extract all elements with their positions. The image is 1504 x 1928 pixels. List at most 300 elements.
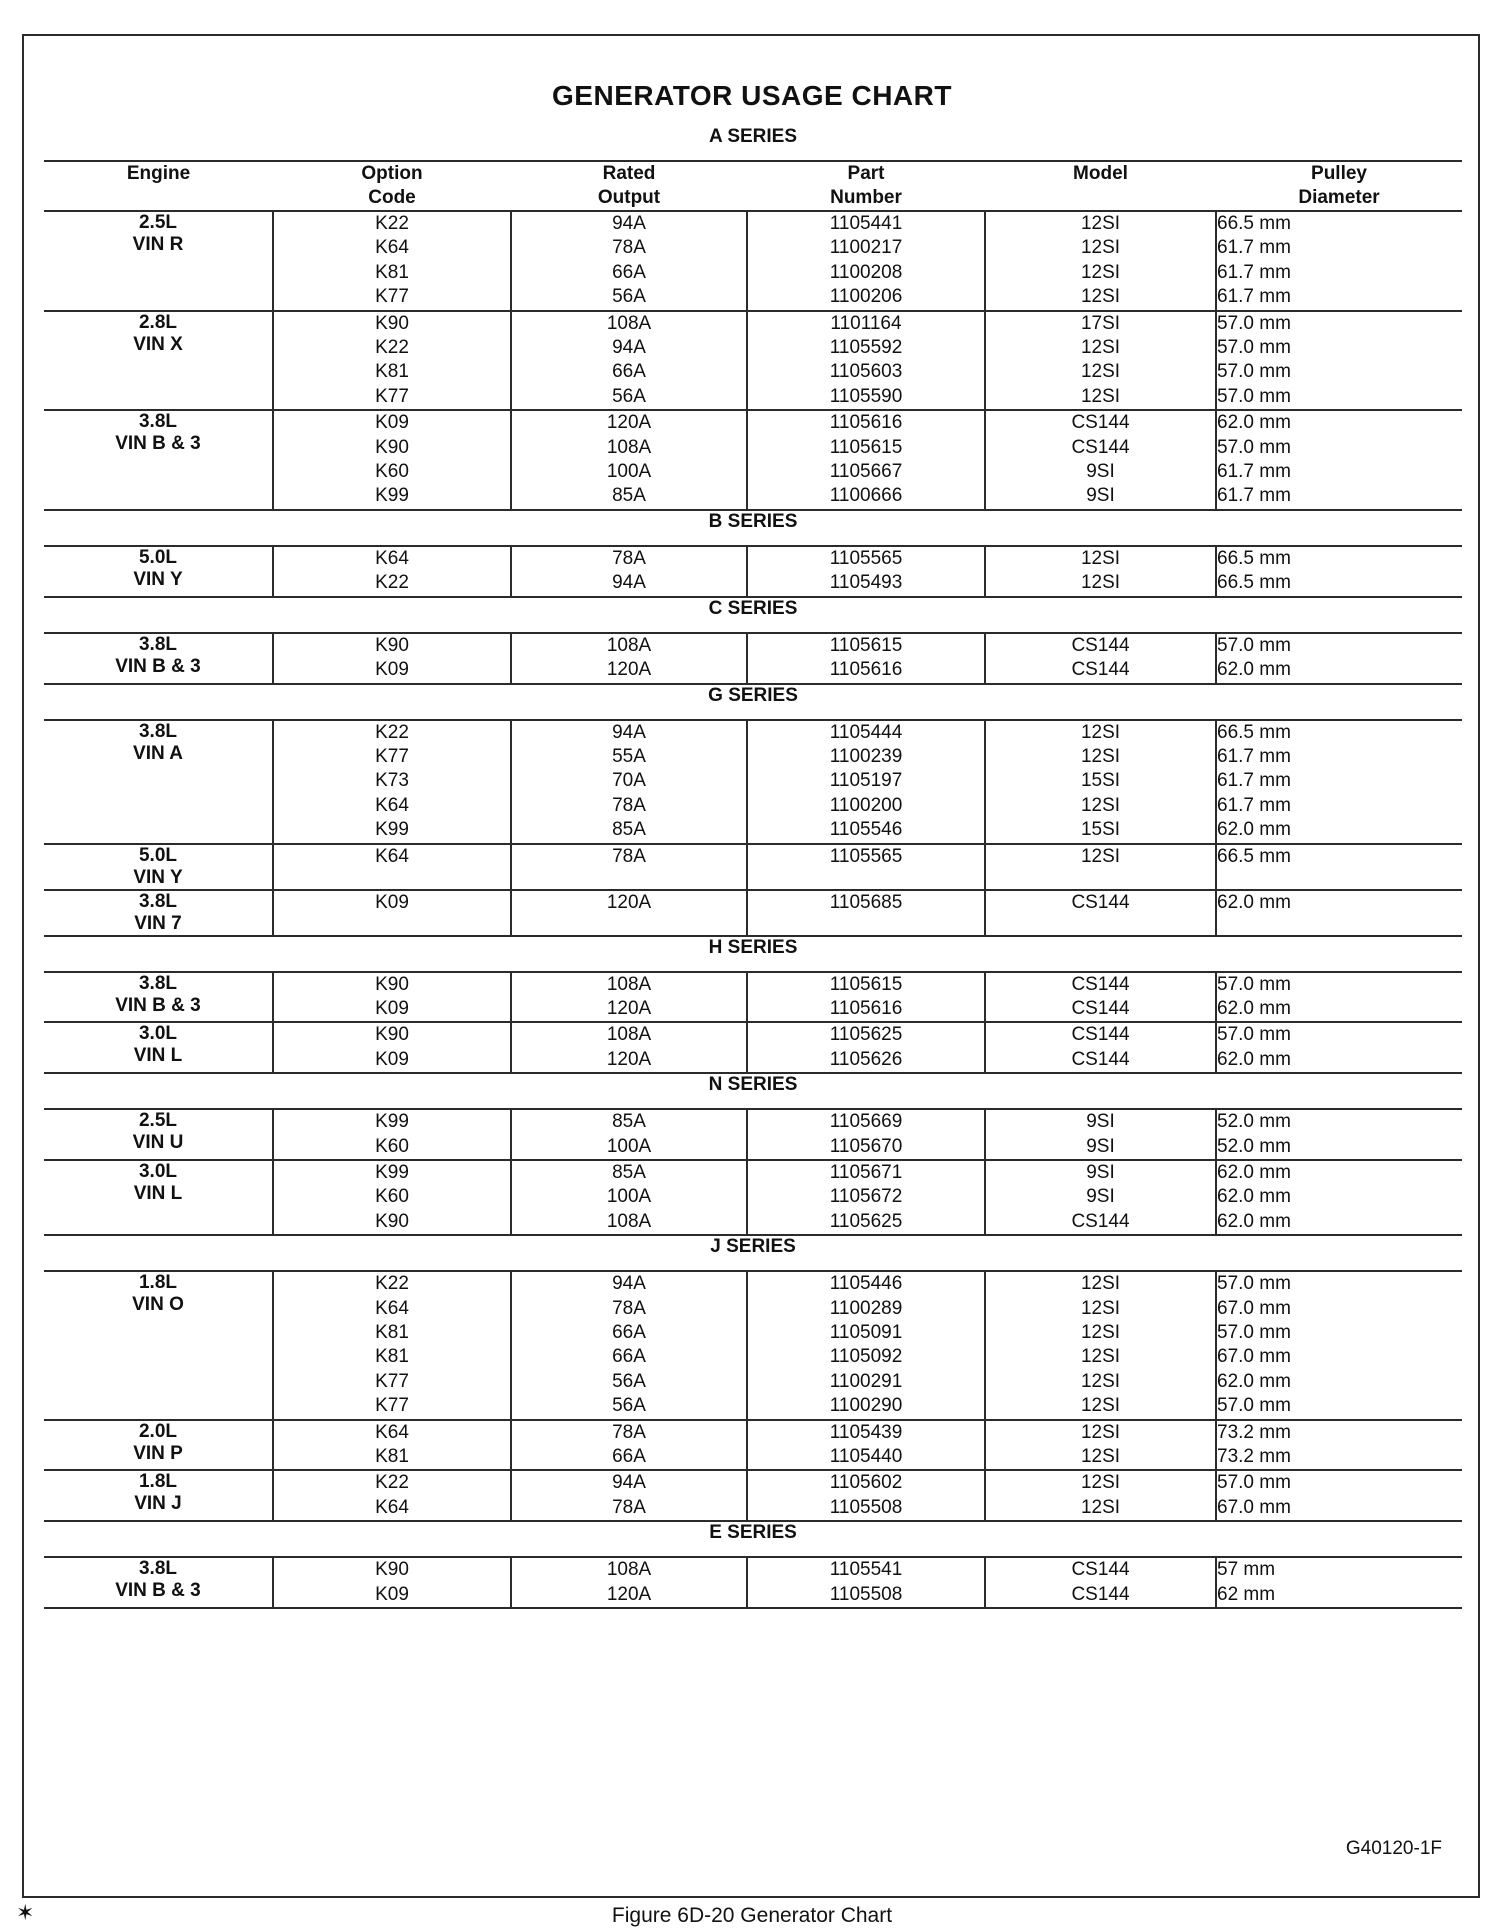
engine-label: VIN R <box>132 234 184 255</box>
option-code-value: K64 <box>375 1496 409 1518</box>
pulley-diameter-value: 62.0 mm <box>1217 1210 1291 1232</box>
series-heading: G SERIES <box>44 684 1462 720</box>
engine-label: VIN O <box>132 1294 184 1316</box>
model-value: 12SI <box>1080 1421 1121 1443</box>
model-cell <box>985 410 1216 510</box>
model-value: CS144 <box>1071 412 1130 434</box>
part-number-value: 1100666 <box>829 485 903 507</box>
series-heading-row <box>44 684 1462 720</box>
engine-group-row <box>44 410 1462 510</box>
rated-output-value: 120A <box>606 412 652 434</box>
model-value: 12SI <box>1080 794 1121 816</box>
rated-output-value: 66A <box>612 261 646 283</box>
part-number-value: 1105441 <box>829 213 903 234</box>
part-number-value: 1105444 <box>829 721 903 743</box>
model-value: 15SI <box>1080 770 1121 792</box>
pulley-diameter-cell <box>1216 1271 1462 1419</box>
option-code-value: K60 <box>375 1135 409 1157</box>
model-cell <box>985 311 1216 411</box>
part-number-value: 1105669 <box>829 1111 903 1133</box>
engine-label: 3.8L <box>138 890 178 912</box>
part-number-value: 1105616 <box>829 997 903 1019</box>
part-number-value: 1101164 <box>830 312 902 334</box>
engine-label: VIN Y <box>133 568 183 590</box>
model-cell <box>985 546 1216 597</box>
option-code-value: K64 <box>375 794 409 816</box>
pulley-diameter-cell <box>1216 1557 1462 1608</box>
engine-label: 3.8L <box>138 720 178 742</box>
rated-output-value: 108A <box>606 973 652 995</box>
model-value: CS144 <box>1071 1024 1130 1046</box>
model-value: 12SI <box>1080 745 1121 767</box>
column-header-row <box>44 161 1462 211</box>
pulley-diameter-value: 66.5 mm <box>1217 213 1291 234</box>
pulley-diameter-value: 67.0 mm <box>1217 1346 1291 1368</box>
option-code-value: K22 <box>375 572 409 594</box>
part-number-value: 1105615 <box>829 634 903 656</box>
engine-cell <box>44 546 273 597</box>
model-value: CS144 <box>1071 1048 1130 1070</box>
model-cell <box>985 1022 1216 1073</box>
part-number-value: 1105197 <box>829 770 903 792</box>
option-code-value: K77 <box>375 385 409 407</box>
pulley-diameter-value: 62.0 mm <box>1217 412 1291 434</box>
figure-code: G40120-1F <box>1345 1838 1442 1859</box>
rated-output-value: 94A <box>612 337 646 359</box>
engine-label: 3.8L <box>138 972 178 994</box>
model-cell <box>985 972 1216 1023</box>
model-value: 12SI <box>1080 261 1121 283</box>
rated-output-value: 94A <box>612 213 646 234</box>
part-number-value: 1105685 <box>829 891 903 913</box>
engine-label: VIN Y <box>133 866 183 888</box>
series-heading: N SERIES <box>44 1073 1462 1109</box>
part-number-value: 1105670 <box>829 1135 903 1157</box>
option-code-value: K64 <box>375 1421 409 1443</box>
part-number-cell <box>747 211 985 311</box>
rated-output-value: 70A <box>612 770 646 792</box>
model-cell <box>985 1420 1216 1471</box>
rated-output-value: 108A <box>606 634 652 656</box>
pulley-diameter-value: 61.7 mm <box>1217 770 1291 792</box>
pulley-diameter-value: 66.5 mm <box>1217 845 1291 867</box>
option-code-value: K77 <box>375 1370 409 1392</box>
engine-label: 2.8L <box>138 311 178 333</box>
rated-output-value: 94A <box>612 1472 646 1494</box>
engine-label: 5.0L <box>138 844 178 866</box>
pulley-diameter-value: 62.0 mm <box>1217 1186 1291 1208</box>
engine-cell <box>44 720 273 844</box>
option-code-value: K81 <box>375 1346 409 1368</box>
pulley-diameter-value: 57.0 mm <box>1217 1322 1291 1343</box>
model-value: 12SI <box>1080 1273 1121 1295</box>
series-heading: E SERIES <box>44 1521 1462 1557</box>
model-value: 12SI <box>1080 572 1121 594</box>
engine-group-row <box>44 1420 1462 1471</box>
pulley-diameter-value: 62.0 mm <box>1217 819 1291 841</box>
pulley-diameter-value: 57.0 mm <box>1217 361 1291 383</box>
option-code-value: K60 <box>375 461 409 483</box>
model-value: 12SI <box>1080 1496 1121 1518</box>
rated-output-value: 78A <box>612 1297 646 1319</box>
part-number-value: 1100239 <box>829 745 903 767</box>
part-number-cell <box>747 720 985 844</box>
engine-label: VIN B & 3 <box>115 1580 201 1602</box>
part-number-value: 1105667 <box>829 461 903 483</box>
part-number-cell <box>747 1470 985 1521</box>
part-number-value: 1100200 <box>829 794 903 816</box>
pulley-diameter-value: 66.5 mm <box>1217 572 1291 594</box>
pulley-diameter-value: 57.0 mm <box>1217 436 1291 458</box>
option-code-cell <box>273 1470 511 1521</box>
engine-group-row <box>44 311 1462 411</box>
pulley-diameter-value: 52.0 mm <box>1217 1111 1291 1133</box>
rated-output-value: 55A <box>612 745 646 767</box>
part-number-value: 1105603 <box>829 361 903 383</box>
part-number-cell <box>747 410 985 510</box>
option-code-value: K81 <box>375 261 409 283</box>
part-number-value: 1105439 <box>829 1421 903 1443</box>
part-number-cell <box>747 1271 985 1419</box>
engine-cell <box>44 1470 273 1521</box>
engine-label: VIN U <box>132 1132 184 1154</box>
part-number-cell <box>747 844 985 890</box>
rated-output-value: 108A <box>606 312 652 334</box>
engine-label: 2.5L <box>138 1110 178 1132</box>
engine-label: 3.8L <box>138 411 178 433</box>
part-number-value: 1105092 <box>829 1346 903 1368</box>
rated-output-value: 100A <box>606 461 652 483</box>
model-value: 12SI <box>1080 1297 1121 1319</box>
model-cell <box>985 211 1216 311</box>
option-code-cell <box>273 890 511 936</box>
pulley-diameter-value: 62.0 mm <box>1217 1161 1291 1183</box>
engine-group-row <box>44 972 1462 1023</box>
part-number-value: 1100217 <box>829 237 903 259</box>
model-value: 12SI <box>1080 1472 1121 1494</box>
page-title: GENERATOR USAGE CHART <box>552 80 952 111</box>
rated-output-value: 100A <box>606 1135 652 1157</box>
pulley-diameter-cell <box>1216 1109 1462 1160</box>
model-value: 9SI <box>1086 1186 1115 1208</box>
pulley-diameter-cell <box>1216 410 1462 510</box>
engine-cell <box>44 1022 273 1073</box>
option-code-value: K99 <box>375 485 409 507</box>
part-number-header-line: Part <box>847 163 885 184</box>
option-code-value: K99 <box>375 1161 409 1183</box>
part-number-value: 1105616 <box>829 659 903 681</box>
model-value: 12SI <box>1080 1322 1121 1343</box>
option-code-cell <box>273 1022 511 1073</box>
option-code-cell <box>273 1109 511 1160</box>
rated-output-value: 78A <box>612 1421 646 1443</box>
model-value: 9SI <box>1086 1161 1115 1183</box>
rated-output-cell <box>511 972 747 1023</box>
rated-output-value: 100A <box>606 1186 652 1208</box>
model-value: CS144 <box>1071 1210 1130 1232</box>
model-cell <box>985 1470 1216 1521</box>
part-number-value: 1100289 <box>829 1297 903 1319</box>
model-value: 12SI <box>1080 213 1121 234</box>
part-number-cell <box>747 1557 985 1608</box>
engine-group-row <box>44 1022 1462 1073</box>
engine-group-row <box>44 211 1462 311</box>
model-cell <box>985 844 1216 890</box>
engine-cell <box>44 1557 273 1608</box>
part-number-value: 1105671 <box>829 1161 903 1183</box>
model-value: 9SI <box>1086 485 1115 507</box>
part-number-header-line: Number <box>830 187 902 208</box>
part-number-value: 1100291 <box>829 1370 903 1392</box>
rated-output-cell <box>511 1420 747 1471</box>
pulley-diameter-value: 57.0 mm <box>1217 337 1291 359</box>
option-code-value: K81 <box>375 361 409 383</box>
pulley-diameter-cell <box>1216 211 1462 311</box>
part-number-value: 1100208 <box>829 261 903 283</box>
rated-output-cell <box>511 311 747 411</box>
engine-cell <box>44 1420 273 1471</box>
model-value: 12SI <box>1080 361 1121 383</box>
rated-output-header-line: Rated <box>602 163 656 184</box>
pulley-diameter-header <box>1216 161 1462 211</box>
rated-output-value: 94A <box>612 1273 646 1295</box>
engine-label: 5.0L <box>138 546 178 568</box>
option-code-value: K73 <box>375 770 409 792</box>
engine-group-row <box>44 1557 1462 1608</box>
part-number-value: 1105615 <box>829 973 903 995</box>
part-number-cell <box>747 890 985 936</box>
rated-output-value: 78A <box>612 845 646 867</box>
option-code-cell <box>273 211 511 311</box>
pulley-diameter-cell <box>1216 844 1462 890</box>
rated-output-cell <box>511 410 747 510</box>
part-number-value: 1105446 <box>829 1273 903 1295</box>
model-value: 12SI <box>1080 1370 1121 1392</box>
option-code-value: K09 <box>375 412 409 434</box>
engine-cell <box>44 844 273 890</box>
model-cell <box>985 633 1216 684</box>
rated-output-value: 94A <box>612 721 646 743</box>
model-value: 12SI <box>1080 721 1121 743</box>
pulley-diameter-cell <box>1216 1470 1462 1521</box>
part-number-value: 1105541 <box>829 1559 903 1581</box>
model-header: Model <box>985 161 1216 211</box>
engine-label: 3.0L <box>138 1160 178 1182</box>
engine-group-row <box>44 1271 1462 1419</box>
option-code-value: K90 <box>375 436 409 458</box>
rated-output-cell <box>511 890 747 936</box>
option-code-value: K64 <box>375 547 409 569</box>
option-code-value: K22 <box>375 213 409 234</box>
engine-group-row <box>44 1470 1462 1521</box>
rated-output-value: 108A <box>606 1559 652 1581</box>
engine-cell <box>44 1160 273 1235</box>
model-value: 15SI <box>1080 819 1121 841</box>
option-code-header-line: Code <box>368 187 416 208</box>
rated-output-cell <box>511 844 747 890</box>
model-value: 9SI <box>1086 1135 1115 1157</box>
engine-label: 2.0L <box>138 1420 178 1442</box>
part-number-cell <box>747 1022 985 1073</box>
rated-output-cell <box>511 1022 747 1073</box>
rated-output-value: 85A <box>612 1111 646 1133</box>
series-heading-row <box>44 1235 1462 1271</box>
rated-output-cell <box>511 1160 747 1235</box>
option-code-value: K60 <box>375 1186 409 1208</box>
part-number-value: 1105615 <box>829 436 903 458</box>
pulley-diameter-value: 62.0 mm <box>1217 891 1291 913</box>
rated-output-header <box>511 161 747 211</box>
option-code-value: K90 <box>375 1559 409 1581</box>
option-code-value: K77 <box>375 745 409 767</box>
model-value: CS144 <box>1071 436 1130 458</box>
pulley-diameter-value: 73.2 mm <box>1217 1446 1291 1468</box>
option-code-cell <box>273 1557 511 1608</box>
series-heading-row <box>44 126 1462 161</box>
engine-label: 2.5L <box>138 212 178 233</box>
engine-cell <box>44 890 273 936</box>
model-value: 12SI <box>1080 237 1121 259</box>
option-code-value: K90 <box>375 634 409 656</box>
rated-output-value: 66A <box>612 1346 646 1368</box>
engine-label: 3.8L <box>138 633 178 655</box>
part-number-value: 1105440 <box>829 1446 903 1468</box>
pulley-diameter-value: 57.0 mm <box>1217 385 1291 407</box>
engine-cell <box>44 211 273 311</box>
option-code-cell <box>273 1160 511 1235</box>
model-value: CS144 <box>1071 1559 1130 1581</box>
rated-output-value: 108A <box>606 1024 652 1046</box>
engine-label: VIN P <box>133 1442 183 1464</box>
pulley-diameter-value: 73.2 mm <box>1217 1421 1291 1443</box>
option-code-value: K22 <box>375 337 409 359</box>
engine-label: VIN X <box>133 333 183 355</box>
option-code-cell <box>273 410 511 510</box>
margin-star-mark: ✶ <box>16 1900 35 1925</box>
engine-group-row <box>44 1160 1462 1235</box>
option-code-value: K64 <box>375 237 409 259</box>
pulley-diameter-cell <box>1216 1160 1462 1235</box>
engine-cell <box>44 1109 273 1160</box>
option-code-header-line: Option <box>361 163 423 184</box>
series-heading: A SERIES <box>44 126 1462 161</box>
model-value: 12SI <box>1080 547 1121 569</box>
rated-output-value: 108A <box>606 436 652 458</box>
rated-output-value: 56A <box>612 1395 646 1417</box>
pulley-diameter-value: 62.0 mm <box>1217 1048 1291 1070</box>
rated-output-value: 56A <box>612 1370 646 1392</box>
rated-output-value: 78A <box>612 794 646 816</box>
part-number-value: 1105091 <box>829 1322 903 1343</box>
part-number-value: 1105493 <box>829 572 903 594</box>
pulley-diameter-value: 57 mm <box>1217 1559 1276 1581</box>
pulley-diameter-value: 61.7 mm <box>1217 745 1291 767</box>
pulley-diameter-value: 67.0 mm <box>1217 1496 1291 1518</box>
model-value: 9SI <box>1086 461 1115 483</box>
part-number-value: 1105626 <box>829 1048 903 1070</box>
engine-cell <box>44 1271 273 1419</box>
option-code-value: K22 <box>375 1472 409 1494</box>
pulley-diameter-value: 57.0 mm <box>1217 1472 1291 1494</box>
part-number-cell <box>747 1160 985 1235</box>
option-code-header <box>273 161 511 211</box>
part-number-value: 1105672 <box>829 1186 903 1208</box>
pulley-diameter-value: 57.0 mm <box>1217 973 1291 995</box>
part-number-cell <box>747 546 985 597</box>
model-cell <box>985 1557 1216 1608</box>
pulley-diameter-value: 67.0 mm <box>1217 1297 1291 1319</box>
rated-output-value: 66A <box>612 1446 646 1468</box>
rated-output-value: 85A <box>612 1161 646 1183</box>
rated-output-value: 78A <box>612 1496 646 1518</box>
engine-group-row <box>44 720 1462 844</box>
pulley-diameter-cell <box>1216 1420 1462 1471</box>
pulley-diameter-header-line: Diameter <box>1298 187 1380 208</box>
rated-output-value: 120A <box>606 659 652 681</box>
model-cell <box>985 890 1216 936</box>
pulley-diameter-value: 62 mm <box>1217 1583 1276 1605</box>
option-code-value: K99 <box>375 1111 409 1133</box>
model-cell <box>985 1160 1216 1235</box>
part-number-cell <box>747 311 985 411</box>
engine-group-row <box>44 1109 1462 1160</box>
pulley-diameter-cell <box>1216 633 1462 684</box>
option-code-value: K90 <box>375 1024 409 1046</box>
model-value: 12SI <box>1080 845 1121 867</box>
pulley-diameter-value: 57.0 mm <box>1217 634 1291 656</box>
option-code-value: K90 <box>375 973 409 995</box>
rated-output-cell <box>511 720 747 844</box>
rated-output-value: 66A <box>612 361 646 383</box>
generator-usage-table <box>44 126 1462 1609</box>
option-code-cell <box>273 546 511 597</box>
model-value: CS144 <box>1071 1583 1130 1605</box>
rated-output-value: 66A <box>612 1322 646 1343</box>
series-heading-row <box>44 510 1462 546</box>
option-code-value: K09 <box>375 659 409 681</box>
model-cell <box>985 720 1216 844</box>
rated-output-value: 78A <box>612 547 646 569</box>
model-value: CS144 <box>1071 973 1130 995</box>
pulley-diameter-value: 61.7 mm <box>1217 461 1291 483</box>
rated-output-value: 108A <box>606 1210 652 1232</box>
series-heading-row <box>44 1073 1462 1109</box>
series-heading-row <box>44 597 1462 633</box>
pulley-diameter-value: 57.0 mm <box>1217 1395 1291 1417</box>
option-code-cell <box>273 311 511 411</box>
part-number-value: 1105602 <box>829 1472 903 1494</box>
model-value: 12SI <box>1080 385 1121 407</box>
pulley-diameter-cell <box>1216 720 1462 844</box>
part-number-value: 1105546 <box>829 819 903 841</box>
engine-label: VIN L <box>133 1045 183 1067</box>
engine-label: VIN J <box>134 1493 182 1515</box>
model-value: CS144 <box>1071 634 1130 656</box>
pulley-diameter-value: 61.7 mm <box>1217 261 1291 283</box>
pulley-diameter-value: 57.0 mm <box>1217 312 1291 334</box>
series-heading: H SERIES <box>44 936 1462 972</box>
model-value: CS144 <box>1071 891 1130 913</box>
engine-group-row <box>44 890 1462 936</box>
model-cell <box>985 1109 1216 1160</box>
option-code-value: K09 <box>375 891 409 913</box>
engine-label: VIN B & 3 <box>115 655 201 677</box>
rated-output-cell <box>511 1470 747 1521</box>
part-number-value: 1105565 <box>829 547 903 569</box>
engine-cell <box>44 410 273 510</box>
series-heading-row <box>44 1521 1462 1557</box>
rated-output-cell <box>511 633 747 684</box>
